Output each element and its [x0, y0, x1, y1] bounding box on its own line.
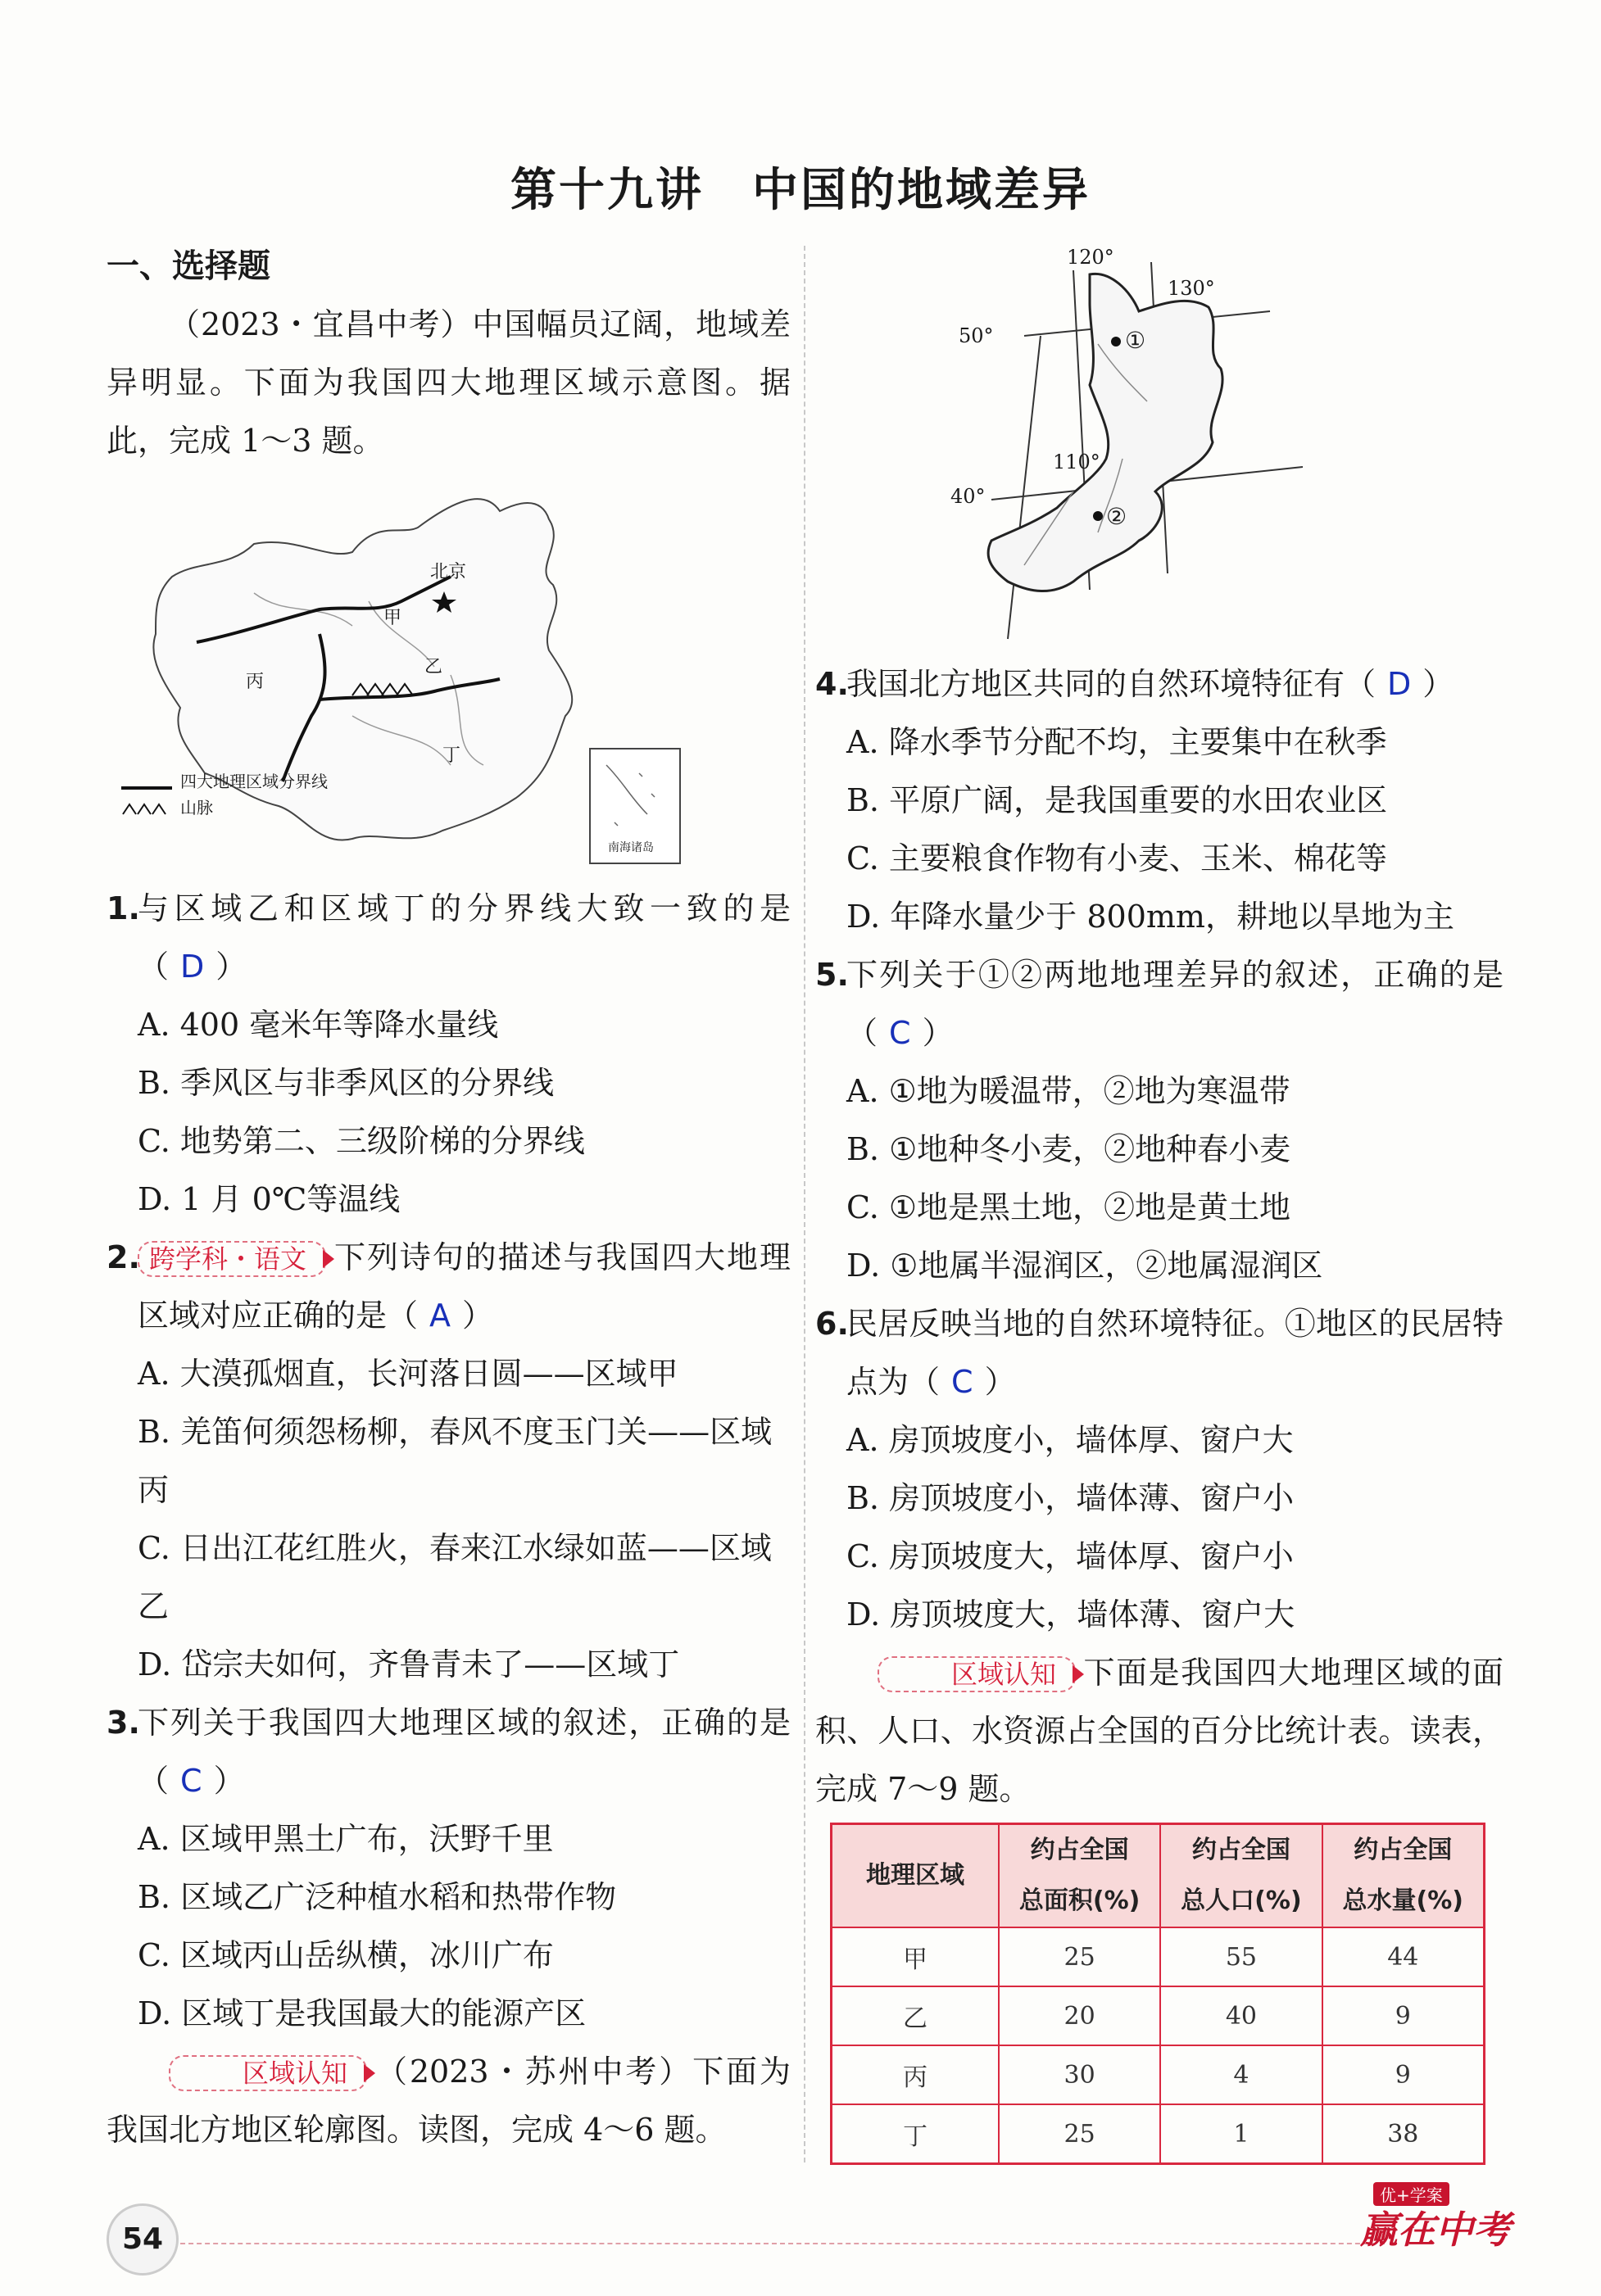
- intro-4-6: [107, 2043, 791, 2159]
- table-header: 约占全国 总人口(%): [1160, 1824, 1322, 1928]
- option: B. 平原广阔，是我国重要的水田农业区: [846, 782, 1388, 818]
- point-2-dot: [1093, 511, 1103, 521]
- right-column: [815, 655, 1503, 1818]
- table-cell-region: 丙: [832, 2045, 1000, 2104]
- option: D. 年降水量少于 800mm，耕地以旱地为主: [846, 899, 1454, 935]
- option: A. 大漠孤烟直，长河落日圆——区域甲: [138, 1356, 678, 1392]
- option: B. 羌笛何须怨杨柳，春风不度玉门关——区域丙: [138, 1414, 773, 1508]
- question-2: [107, 1229, 791, 1345]
- option: D. 岱宗夫如何，齐鲁青未了——区域丁: [138, 1646, 680, 1682]
- intro-7-9: [815, 1644, 1503, 1818]
- option: B. 季风区与非季风区的分界线: [138, 1065, 555, 1101]
- map-label-beijing: 北京: [430, 562, 467, 582]
- table-header: 约占全国 总水量(%): [1322, 1824, 1485, 1928]
- north-china-map-svg: [975, 246, 1385, 647]
- section-title: 一、选择题: [107, 247, 270, 285]
- legend-boundary-label: 四大地理区域分界线: [180, 772, 328, 791]
- answer: D: [180, 949, 205, 985]
- map-inset-label: 南海诸岛: [608, 841, 654, 854]
- table-cell-pop: 55: [1160, 1927, 1322, 1986]
- table-cell-area: 20: [999, 1986, 1160, 2045]
- table-cell-area: 25: [999, 2104, 1160, 2164]
- table-cell-pop: 4: [1160, 2045, 1322, 2104]
- question-stem: 下列关于我国四大地理区域的叙述，正确的是（: [138, 1705, 791, 1799]
- option: D. 1 月 0℃等温线: [138, 1181, 401, 1217]
- answer: A: [429, 1297, 451, 1334]
- question-close: ）: [215, 949, 247, 985]
- answer: C: [180, 1763, 202, 1799]
- option: D. ①地属半湿润区，②地属湿润区: [846, 1248, 1323, 1284]
- brand-logo: 赢在中考: [1360, 2208, 1511, 2252]
- table-cell-water: 44: [1322, 1927, 1485, 1986]
- point-2-label: ②: [1106, 503, 1127, 530]
- question-close: ）: [213, 1763, 245, 1799]
- question-number: 2.: [107, 1239, 140, 1275]
- footer-divider: [172, 2243, 1385, 2244]
- table-cell-water: 38: [1322, 2104, 1485, 2164]
- point-1-dot: [1111, 337, 1121, 346]
- question-stem: 民居反映当地的自然环境特征。①地区的民居特点为（: [846, 1306, 1503, 1400]
- page-title: 第十九讲 中国的地域差异: [510, 164, 1091, 217]
- table-cell-area: 30: [999, 2045, 1160, 2104]
- question-4: [815, 655, 1503, 713]
- option: A. 降水季节分配不均，主要集中在秋季: [846, 724, 1387, 760]
- question-number: 1.: [107, 890, 140, 926]
- option: C. ①地是黑土地，②地是黄土地: [846, 1189, 1290, 1225]
- intro-1-3: （2023・宜昌中考）中国幅员辽阔，地域差异明显。下面为我国四大地理区域示意图。据此，完成 1～3 题。: [107, 306, 791, 459]
- answer: C: [951, 1364, 973, 1400]
- table-cell-water: 9: [1322, 2045, 1485, 2104]
- table-cell-water: 9: [1322, 1986, 1485, 2045]
- map-label-ding: 丁: [442, 745, 461, 766]
- question-stem: 我国北方地区共同的自然环境特征有（: [846, 666, 1376, 702]
- question-stem: 下列诗句的描述与我国四大地理区域对应正确的是（: [138, 1239, 791, 1334]
- question-stem: 与区域乙和区域丁的分界线大致一致的是（: [138, 890, 791, 985]
- lat-40-label: 40°: [950, 485, 986, 508]
- map-label-yi: 乙: [424, 657, 443, 677]
- option: C. 日出江花红胜火，春来江水绿如蓝——区域乙: [138, 1530, 772, 1624]
- table-row: [832, 1986, 1485, 2045]
- option: D. 房顶坡度大，墙体薄、窗户大: [846, 1596, 1295, 1633]
- option: C. 区域丙山岳纵横，冰川广布: [138, 1937, 554, 1973]
- question-stem: 下列关于①②两地地理差异的叙述，正确的是（: [846, 957, 1503, 1051]
- option: C. 地势第二、三级阶梯的分界线: [138, 1123, 585, 1159]
- question-5: [815, 946, 1503, 1062]
- question-number: 5.: [815, 957, 849, 993]
- region-tag: 区域认知: [878, 1656, 1076, 1692]
- question-6: [815, 1295, 1503, 1411]
- option: D. 区域丁是我国最大的能源产区: [138, 1995, 587, 2031]
- table-cell-region: 丁: [832, 2104, 1000, 2164]
- option: A. 房顶坡度小，墙体厚、窗户大: [846, 1422, 1294, 1458]
- map-label-bing: 丙: [246, 672, 265, 692]
- table-cell-pop: 40: [1160, 1986, 1322, 2045]
- table-row: [832, 2104, 1485, 2164]
- lon-110-label: 110°: [1053, 451, 1100, 473]
- intro-7-9-text: 下面是我国四大地理区域的面积、人口、水资源占全国的百分比统计表。读表，完成 7～9 题。: [815, 1655, 1503, 1807]
- intro-4-6-text: （2023・苏州中考）下面为我国北方地区轮廓图。读图，完成 4～6 题。: [107, 2054, 791, 2148]
- question-number: 3.: [107, 1705, 140, 1741]
- table-header-row: [832, 1824, 1485, 1928]
- option: A. ①地为暖温带，②地为寒温带: [846, 1073, 1290, 1109]
- region-stats-table: [830, 1823, 1485, 2165]
- region-tag: 区域认知: [169, 2055, 367, 2091]
- table-cell-area: 25: [999, 1927, 1160, 1986]
- option: C. 房顶坡度大，墙体厚、窗户小: [846, 1538, 1294, 1574]
- question-3: [107, 1694, 791, 1810]
- legend-mountain-label: 山脉: [180, 798, 213, 817]
- lon-130-label: 130°: [1168, 277, 1215, 300]
- question-number: 4.: [815, 666, 849, 702]
- point-1-label: ①: [1125, 327, 1146, 354]
- question-close: ）: [1422, 666, 1454, 702]
- table-header: 约占全国 总面积(%): [999, 1824, 1160, 1928]
- question-close: ）: [922, 1015, 954, 1051]
- option: A. 400 毫米年等降水量线: [138, 1007, 499, 1043]
- option: C. 主要粮食作物有小麦、玉米、棉花等: [846, 840, 1387, 876]
- option: B. 房顶坡度小，墙体薄、窗户小: [846, 1480, 1295, 1516]
- china-regions-map-svg: [107, 470, 791, 880]
- option: A. 区域甲黑土广布，沃野千里: [138, 1821, 554, 1857]
- table-cell-pop: 1: [1160, 2104, 1322, 2164]
- page-number: 54: [107, 2203, 179, 2276]
- question-close: ）: [984, 1364, 1016, 1400]
- table-row: [832, 2045, 1485, 2104]
- question-close: ）: [462, 1297, 494, 1334]
- lon-120-label: 120°: [1067, 246, 1114, 269]
- answer: C: [889, 1015, 911, 1051]
- left-column: [107, 238, 791, 2159]
- column-divider: [804, 246, 805, 2162]
- option: B. 区域乙广泛种植水稻和热带作物: [138, 1879, 617, 1915]
- lat-50-label: 50°: [959, 324, 994, 347]
- answer: D: [1387, 666, 1412, 702]
- question-1: [107, 880, 791, 996]
- table-header: 地理区域: [832, 1824, 1000, 1928]
- table-cell-region: 乙: [832, 1986, 1000, 2045]
- china-regions-map: [107, 470, 791, 880]
- table-row: [832, 1927, 1485, 1986]
- brand-sub-logo: 优+学案: [1373, 2182, 1449, 2206]
- question-number: 6.: [815, 1306, 849, 1342]
- map-label-jia: 甲: [383, 608, 402, 628]
- subject-tag: 跨学科・语文: [138, 1241, 326, 1277]
- option: B. ①地种冬小麦，②地种春小麦: [846, 1131, 1291, 1167]
- table-cell-region: 甲: [832, 1927, 1000, 1986]
- north-china-map: [950, 246, 1385, 647]
